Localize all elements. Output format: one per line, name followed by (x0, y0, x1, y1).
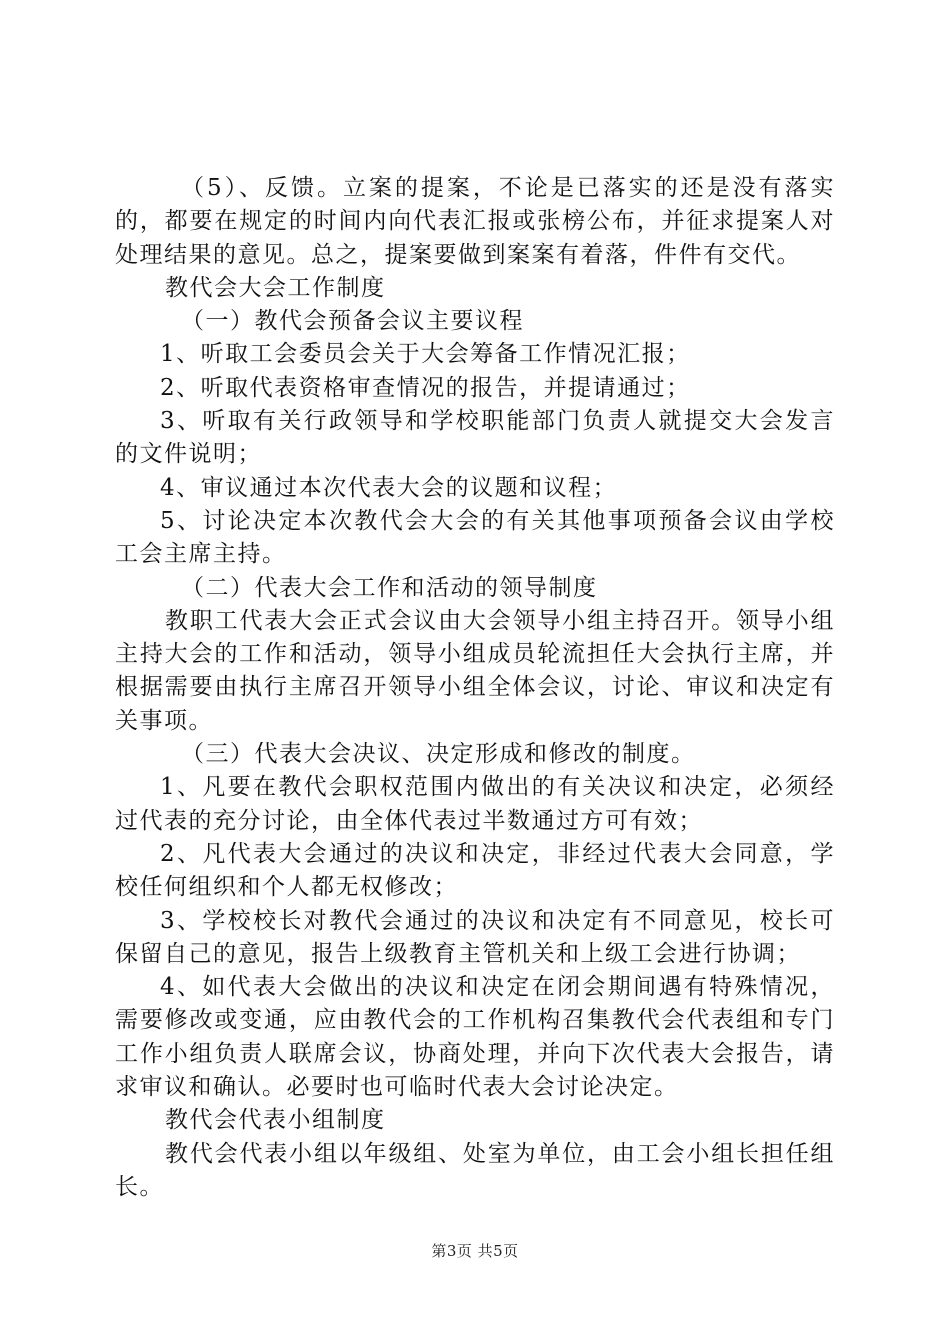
subsection-heading-preparatory-meeting: （一）教代会预备会议主要议程 (181, 308, 524, 335)
paragraph-representative-group: 教代会代表小组以年级组、处室为单位，由工会小组长担任组长。 (115, 1140, 835, 1200)
list-item: 3、听取有关行政领导和学校职能部门负责人就提交大会发言的文件说明； (115, 408, 835, 468)
list-item: 5、讨论决定本次教代会大会的有关其他事项预备会议由学校工会主席主持。 (115, 507, 835, 568)
list-item: 3、学校校长对教代会通过的决议和决定有不同意见，校长可保留自己的意见，报告上级教育主管机关和上级工会进行协调； (115, 907, 835, 967)
paragraph-feedback: （5）、反馈。立案的提案，不论是已落实的还是没有落实的，都要在规定的时间内向代表汇报或张榜公布，并征求提案人对处理结果的意见。总之，提案要做到案案有着落，件件有交代。 (115, 175, 835, 268)
list-item: 2、凡代表大会通过的决议和决定，非经过代表大会同意，学校任何组织和个人都无权修改； (115, 840, 835, 901)
list-item: 4、如代表大会做出的决议和决定在闭会期间遇有特殊情况，需要修改或变通，应由教代会的工作机构召集教代会代表组和专门工作小组负责人联席会议，协商处理，并向下次代表大会报告，请求审议和确认。必要时也可临时代表大会讨论决定。 (115, 974, 835, 1101)
list-item: 1、凡要在教代会职权范围内做出的有关决议和决定，必须经过代表的充分讨论，由全体代表过半数通过方可有效； (115, 774, 835, 834)
subsection-heading-resolution-system: （三）代表大会决议、决定形成和修改的制度。 (181, 741, 696, 768)
paragraph-leadership: 教职工代表大会正式会议由大会领导小组主持召开。领导小组主持大会的工作和活动，领导小组成员轮流担任大会执行主席，并根据需要由执行主席召开领导小组全体会议，讨论、审议和决定有关事项。 (115, 607, 835, 734)
section-heading-congress-work-system: 教代会大会工作制度 (165, 274, 386, 301)
list-item: 2、听取代表资格审查情况的报告，并提请通过； (160, 374, 691, 401)
section-heading-representative-group-system: 教代会代表小组制度 (165, 1107, 386, 1134)
subsection-heading-leadership-system: （二）代表大会工作和活动的领导制度 (181, 574, 598, 601)
document-body (115, 172, 835, 1204)
list-item: 4、审议通过本次代表大会的议题和议程； (160, 474, 618, 501)
page-footer: 第3页 共5页 (431, 1242, 519, 1260)
list-item: 1、听取工会委员会关于大会筹备工作情况汇报； (160, 341, 691, 368)
